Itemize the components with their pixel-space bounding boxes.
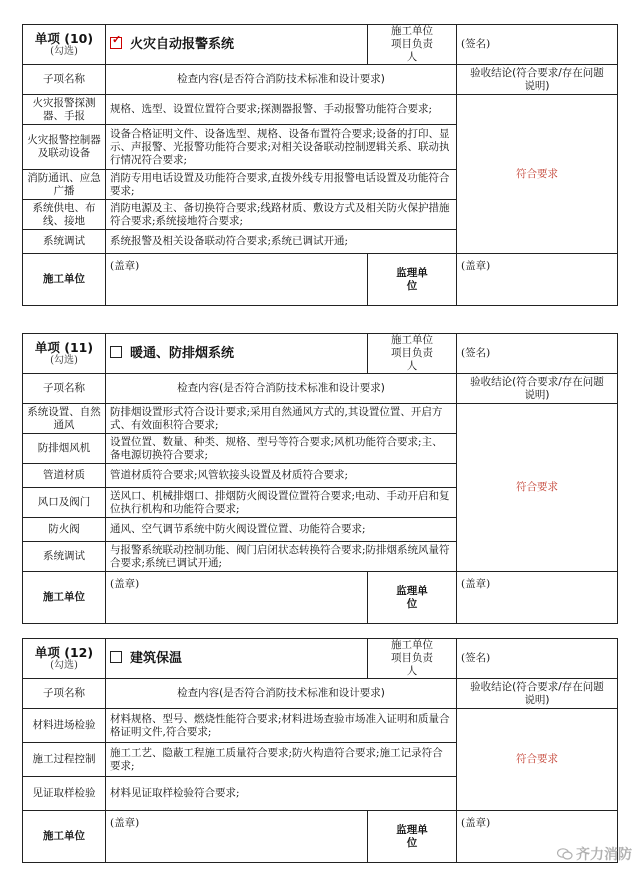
checked-checkbox-icon[interactable]	[110, 37, 122, 49]
sub-item-name: 防火阀	[23, 518, 106, 542]
acceptance-result: 符合要求	[457, 404, 618, 572]
sub-item-name: 管道材质	[23, 464, 106, 488]
sub-item-name: 系统调试	[23, 542, 106, 572]
section-title: 建筑保温	[130, 651, 183, 666]
supervision-unit-label: 监理单位	[368, 254, 457, 306]
sub-item-name: 风口及阀门	[23, 488, 106, 518]
optional-note: (勾选)	[50, 354, 78, 366]
sub-item-name-header: 子项名称	[23, 374, 106, 404]
check-content: 设置位置、数量、种类、规格、型号等符合要求;风机功能符合要求;主、备电源切换符合要求;	[106, 434, 457, 464]
construction-seal[interactable]: (盖章)	[106, 811, 368, 863]
sub-item-name: 系统设置、自然通风	[23, 404, 106, 434]
unchecked-checkbox-icon[interactable]	[110, 651, 122, 663]
check-content: 设备合格证明文件、设备选型、规格、设备布置符合要求;设备的打印、显示、声报警、光报警功能符合要求;对相关设备联动控制逻辑关系、联动执行情况符合要求;	[106, 125, 457, 170]
check-content: 消防专用电话设置及功能符合要求,直拨外线专用报警电话设置及功能符合要求;	[106, 170, 457, 200]
section-number: 单项 (12)	[34, 644, 94, 660]
check-content-header: 检查内容(是否符合消防技术标准和设计要求)	[106, 679, 457, 709]
section-number-cell	[23, 25, 106, 65]
acceptance-result: 符合要求	[457, 95, 618, 254]
check-content: 送风口、机械排烟口、排烟防火阀设置位置符合要求;电动、手动开启和复位执行机构和功能符合要求;	[106, 488, 457, 518]
section-title: 暖通、防排烟系统	[130, 346, 235, 361]
check-content: 消防电源及主、备切换符合要求;线路材质、敷设方式及相关防火保护措施符合要求;系统接地符合要求;	[106, 200, 457, 230]
construction-unit-label: 施工单位	[23, 811, 106, 863]
check-content: 施工工艺、隐蔽工程施工质量符合要求;防火构造符合要求;施工记录符合要求;	[106, 743, 457, 777]
section-number-cell	[23, 334, 106, 374]
check-content: 规格、选型、设置位置符合要求;探测器报警、手动报警功能符合要求;	[106, 95, 457, 125]
check-content: 材料见证取样检验符合要求;	[106, 777, 457, 811]
section-number: 单项 (11)	[34, 339, 94, 355]
sub-item-name: 系统供电、布线、接地	[23, 200, 106, 230]
construction-person-label: 施工单位项目负责人	[368, 25, 457, 65]
acceptance-header: 验收结论(符合要求/存在问题说明)	[457, 679, 618, 709]
acceptance-header: 验收结论(符合要求/存在问题说明)	[457, 65, 618, 95]
watermark	[557, 844, 632, 864]
check-content: 系统报警及相关设备联动符合要求;系统已调试开通;	[106, 230, 457, 254]
section-table-10	[22, 24, 618, 306]
check-content: 通风、空气调节系统中防火阀设置位置、功能符合要求;	[106, 518, 457, 542]
construction-unit-label: 施工单位	[23, 572, 106, 624]
sub-item-name-header: 子项名称	[23, 679, 106, 709]
section-title-cell	[106, 334, 368, 374]
section-number-cell	[23, 639, 106, 679]
sub-item-name: 消防通讯、应急广播	[23, 170, 106, 200]
wechat-icon	[557, 848, 573, 860]
supervision-unit-label: 监理单位	[368, 572, 457, 624]
unchecked-checkbox-icon[interactable]	[110, 346, 122, 358]
signature-field[interactable]: (签名)	[457, 334, 618, 374]
supervision-seal[interactable]: (盖章)	[457, 572, 618, 624]
construction-person-label: 施工单位项目负责人	[368, 334, 457, 374]
optional-note: (勾选)	[50, 659, 78, 671]
check-content: 管道材质符合要求;风管软接头设置及材质符合要求;	[106, 464, 457, 488]
supervision-seal[interactable]: (盖章)	[457, 811, 618, 863]
construction-unit-label: 施工单位	[23, 254, 106, 306]
check-content-header: 检查内容(是否符合消防技术标准和设计要求)	[106, 65, 457, 95]
sub-item-name: 施工过程控制	[23, 743, 106, 777]
construction-person-label: 施工单位项目负责人	[368, 639, 457, 679]
construction-seal[interactable]: (盖章)	[106, 572, 368, 624]
section-table-11	[22, 333, 618, 624]
sub-item-name: 火灾报警控制器及联动设备	[23, 125, 106, 170]
check-content-header: 检查内容(是否符合消防技术标准和设计要求)	[106, 374, 457, 404]
supervision-unit-label: 监理单位	[368, 811, 457, 863]
section-number: 单项 (10)	[34, 30, 94, 46]
sub-item-name: 见证取样检验	[23, 777, 106, 811]
sub-item-name-header: 子项名称	[23, 65, 106, 95]
sub-item-name: 材料进场检验	[23, 709, 106, 743]
watermark-text: 齐力消防	[576, 847, 632, 863]
check-content: 材料规格、型号、燃烧性能符合要求;材料进场查验市场准入证明和质量合格证明文件,符合要求;	[106, 709, 457, 743]
signature-field[interactable]: (签名)	[457, 25, 618, 65]
acceptance-header: 验收结论(符合要求/存在问题说明)	[457, 374, 618, 404]
section-title-cell	[106, 639, 368, 679]
check-content: 防排烟设置形式符合设计要求;采用自然通风方式的,其设置位置、开启方式、有效面积符合要求;	[106, 404, 457, 434]
sub-item-name: 系统调试	[23, 230, 106, 254]
section-table-12	[22, 638, 618, 863]
sub-item-name: 防排烟风机	[23, 434, 106, 464]
construction-seal[interactable]: (盖章)	[106, 254, 368, 306]
check-content: 与报警系统联动控制功能、阀门启闭状态转换符合要求;防排烟系统风量符合要求;系统已调试开通;	[106, 542, 457, 572]
section-title: 火灾自动报警系统	[130, 37, 235, 52]
sub-item-name: 火灾报警探测器、手报	[23, 95, 106, 125]
optional-note: (勾选)	[50, 45, 78, 57]
section-title-cell	[106, 25, 368, 65]
supervision-seal[interactable]: (盖章)	[457, 254, 618, 306]
acceptance-result: 符合要求	[457, 709, 618, 811]
signature-field[interactable]: (签名)	[457, 639, 618, 679]
